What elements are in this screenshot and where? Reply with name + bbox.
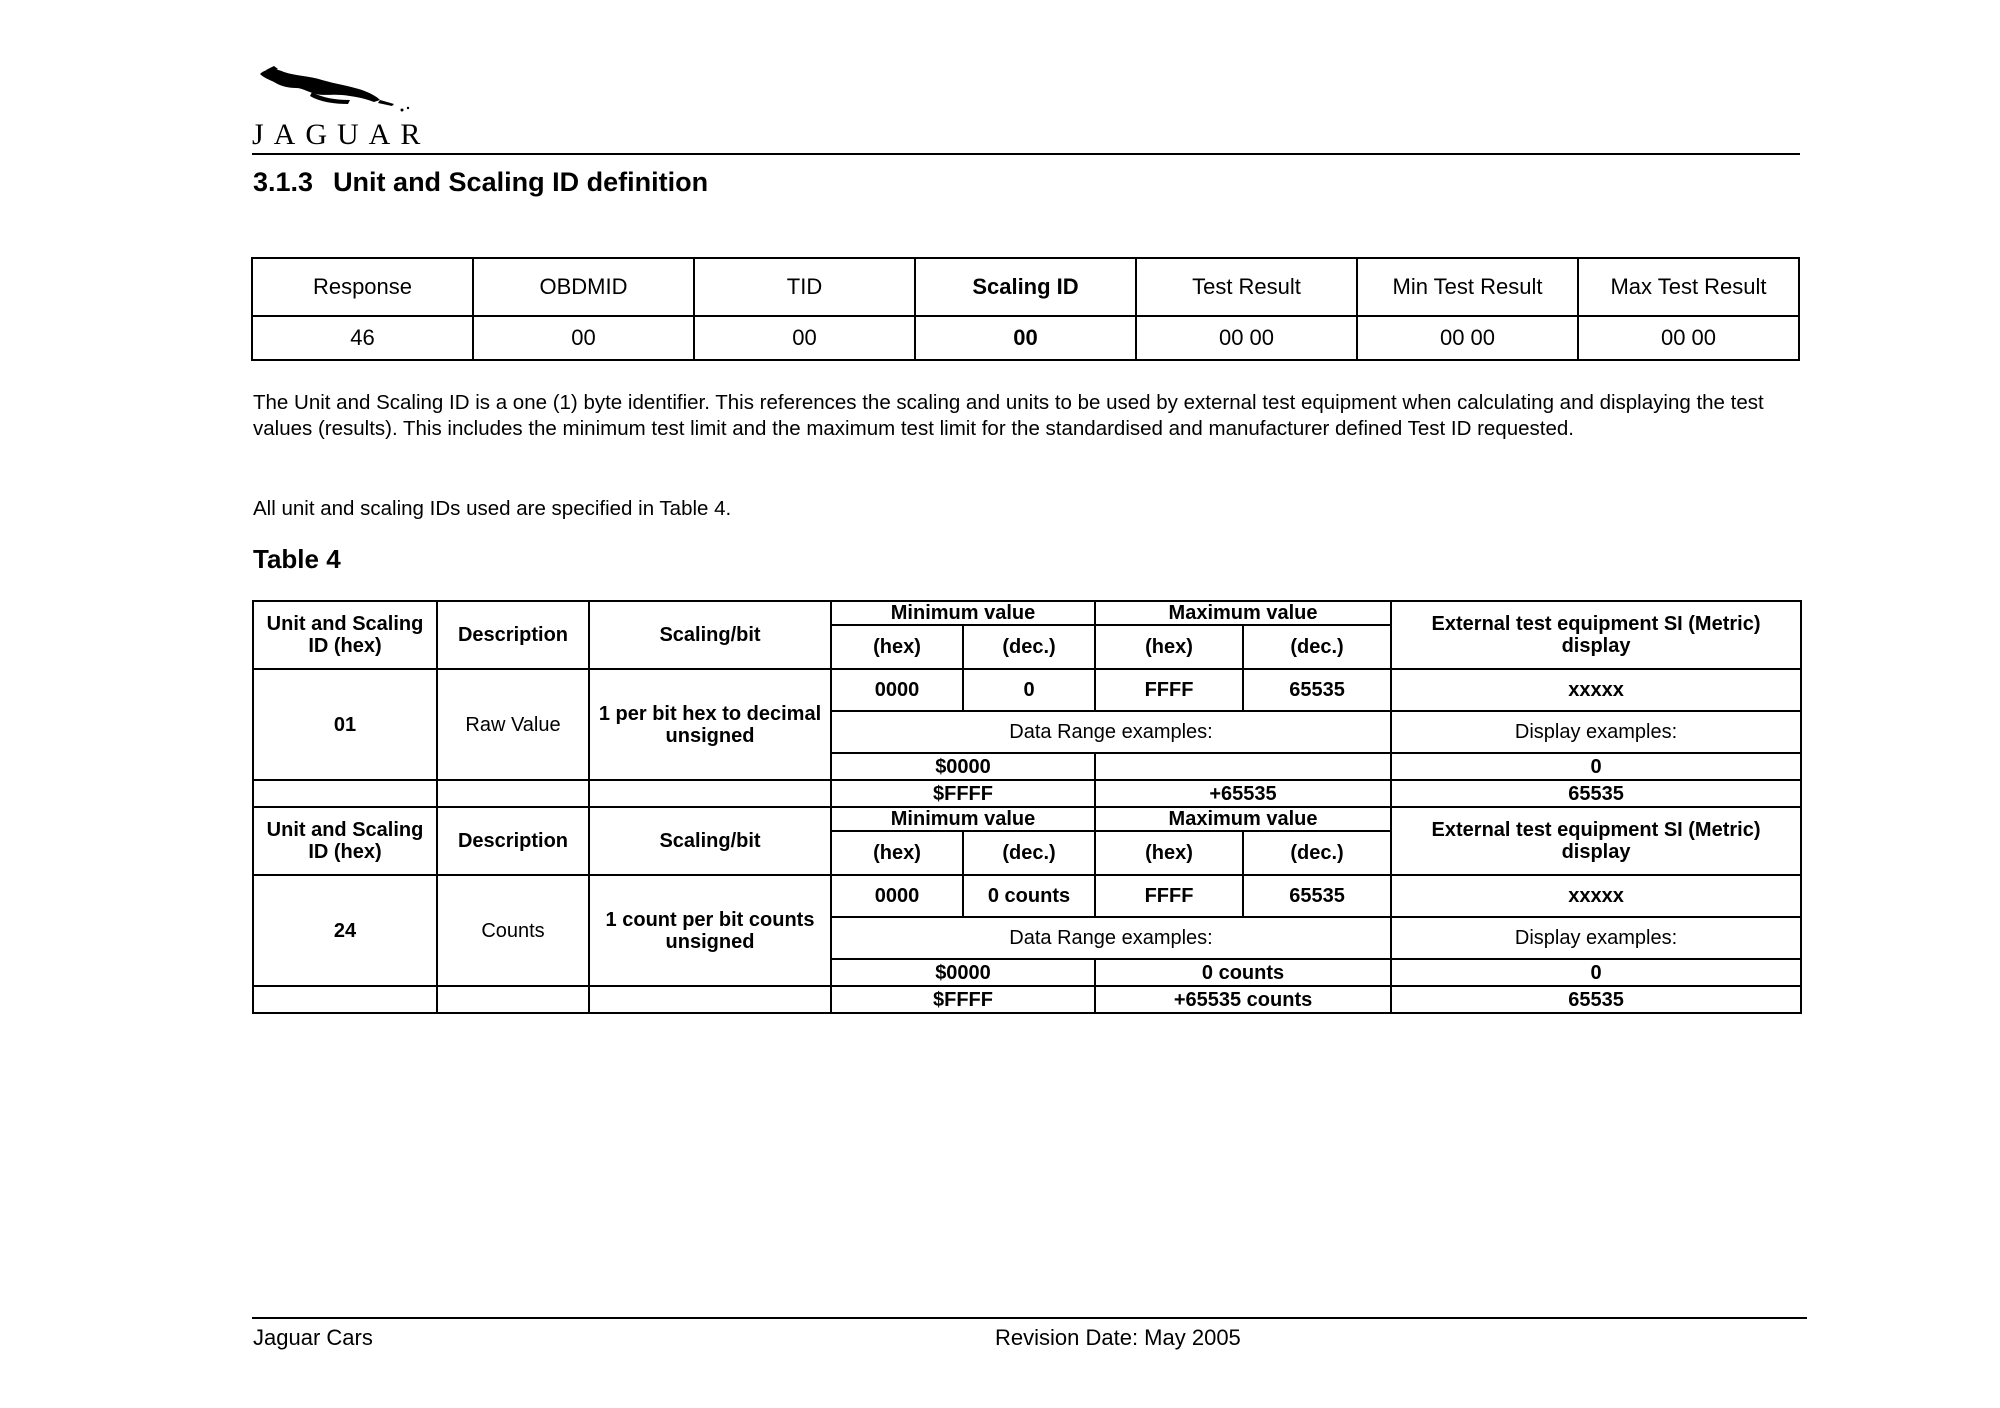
header-unit-id: Unit and Scaling ID (hex) bbox=[253, 807, 437, 875]
jaguar-logo bbox=[252, 60, 432, 152]
display-example-cell: 0 bbox=[1391, 753, 1801, 780]
range-label-cell: Data Range examples: bbox=[831, 711, 1391, 753]
max-dec-cell: 65535 bbox=[1243, 669, 1391, 711]
range-min-cell: $FFFF bbox=[831, 986, 1095, 1013]
description-cell: Counts bbox=[437, 875, 589, 986]
value-cell: 00 00 bbox=[1357, 316, 1578, 360]
scaling-cell: 1 per bit hex to decimal unsigned bbox=[589, 669, 831, 780]
max-hex-cell: FFFF bbox=[1095, 669, 1243, 711]
empty-cell bbox=[589, 986, 831, 1013]
header-scaling: Scaling/bit bbox=[589, 601, 831, 669]
value-cell: 00 00 bbox=[1136, 316, 1357, 360]
table-row bbox=[252, 316, 1799, 360]
value-cell-scaling-id: 00 bbox=[915, 316, 1136, 360]
min-dec-cell: 0 counts bbox=[963, 875, 1095, 917]
header-max-value: Maximum value bbox=[1095, 601, 1391, 625]
unit-id-cell: 01 bbox=[253, 669, 437, 780]
header-max-dec: (dec.) bbox=[1243, 831, 1391, 875]
header-external-display: External test equipment SI (Metric) display bbox=[1391, 601, 1801, 669]
header-min-dec: (dec.) bbox=[963, 831, 1095, 875]
header-min-dec: (dec.) bbox=[963, 625, 1095, 669]
body-paragraph: The Unit and Scaling ID is a one (1) byte identifier. This references the scaling and units to be used by external test equipment when calculating and displaying the test values (results). This includes the minimum test limit and the maximum test limit for the standardised and manufacturer defined Test ID requested. bbox=[253, 391, 1764, 440]
brand-wordmark: JAGUAR bbox=[252, 118, 431, 151]
range-min-cell: $FFFF bbox=[831, 780, 1095, 807]
header-cell: Response bbox=[252, 258, 473, 316]
empty-cell bbox=[437, 780, 589, 807]
header-description: Description bbox=[437, 601, 589, 669]
section-heading bbox=[253, 164, 708, 200]
value-cell: 46 bbox=[252, 316, 473, 360]
display-format-cell: xxxxx bbox=[1391, 669, 1801, 711]
header-cell: Min Test Result bbox=[1357, 258, 1578, 316]
table-header-row bbox=[253, 807, 1801, 831]
table-caption: Table 4 bbox=[253, 544, 341, 574]
header-cell-scaling-id: Scaling ID bbox=[915, 258, 1136, 316]
footer-divider bbox=[252, 1317, 1807, 1319]
body-paragraph: All unit and scaling IDs used are specified in Table 4. bbox=[253, 497, 732, 520]
empty-cell bbox=[253, 986, 437, 1013]
scaling-id-table bbox=[251, 257, 1800, 361]
header-max-dec: (dec.) bbox=[1243, 625, 1391, 669]
table-row bbox=[253, 669, 1801, 711]
max-dec-cell: 65535 bbox=[1243, 875, 1391, 917]
min-dec-cell: 0 bbox=[963, 669, 1095, 711]
header-unit-id: Unit and Scaling ID (hex) bbox=[253, 601, 437, 669]
range-max-cell: +65535 bbox=[1095, 780, 1391, 807]
header-min-value: Minimum value bbox=[831, 807, 1095, 831]
min-hex-cell: 0000 bbox=[831, 669, 963, 711]
header-external-display: External test equipment SI (Metric) display bbox=[1391, 807, 1801, 875]
display-label-cell: Display examples: bbox=[1391, 711, 1801, 753]
unit-id-cell: 24 bbox=[253, 875, 437, 986]
leaping-cat-icon bbox=[252, 60, 422, 116]
range-label-cell: Data Range examples: bbox=[831, 917, 1391, 959]
header-cell: TID bbox=[694, 258, 915, 316]
header-cell: Test Result bbox=[1136, 258, 1357, 316]
display-label-cell: Display examples: bbox=[1391, 917, 1801, 959]
section-number: 3.1.3 bbox=[253, 167, 314, 197]
display-format-cell: xxxxx bbox=[1391, 875, 1801, 917]
range-max-cell: 0 counts bbox=[1095, 959, 1391, 986]
header-max-hex: (hex) bbox=[1095, 625, 1243, 669]
header-min-value: Minimum value bbox=[831, 601, 1095, 625]
empty-cell bbox=[253, 780, 437, 807]
header-cell: OBDMID bbox=[473, 258, 694, 316]
range-min-cell: $0000 bbox=[831, 959, 1095, 986]
section-title: Unit and Scaling ID definition bbox=[333, 167, 709, 197]
value-cell: 00 bbox=[473, 316, 694, 360]
min-hex-cell: 0000 bbox=[831, 875, 963, 917]
value-cell: 00 bbox=[694, 316, 915, 360]
table-header-row bbox=[252, 258, 1799, 316]
footer-revision-date: Revision Date: May 2005 bbox=[995, 1325, 1241, 1350]
footer-company: Jaguar Cars bbox=[253, 1325, 373, 1350]
header-min-hex: (hex) bbox=[831, 831, 963, 875]
range-min-cell: $0000 bbox=[831, 753, 1095, 780]
header-max-hex: (hex) bbox=[1095, 831, 1243, 875]
max-hex-cell: FFFF bbox=[1095, 875, 1243, 917]
display-example-cell: 65535 bbox=[1391, 986, 1801, 1013]
value-cell: 00 00 bbox=[1578, 316, 1799, 360]
header-description: Description bbox=[437, 807, 589, 875]
range-max-cell: +65535 counts bbox=[1095, 986, 1391, 1013]
unit-scaling-table bbox=[252, 600, 1802, 1014]
scaling-cell: 1 count per bit counts unsigned bbox=[589, 875, 831, 986]
description-cell: Raw Value bbox=[437, 669, 589, 780]
table-row bbox=[253, 875, 1801, 917]
empty-cell bbox=[589, 780, 831, 807]
header-max-value: Maximum value bbox=[1095, 807, 1391, 831]
range-max-cell bbox=[1095, 753, 1391, 780]
header-min-hex: (hex) bbox=[831, 625, 963, 669]
empty-cell bbox=[437, 986, 589, 1013]
table-header-row bbox=[253, 601, 1801, 625]
header-divider bbox=[252, 153, 1800, 155]
table-row bbox=[253, 986, 1801, 1013]
display-example-cell: 0 bbox=[1391, 959, 1801, 986]
header-scaling: Scaling/bit bbox=[589, 807, 831, 875]
header-cell: Max Test Result bbox=[1578, 258, 1799, 316]
display-example-cell: 65535 bbox=[1391, 780, 1801, 807]
table-row bbox=[253, 780, 1801, 807]
